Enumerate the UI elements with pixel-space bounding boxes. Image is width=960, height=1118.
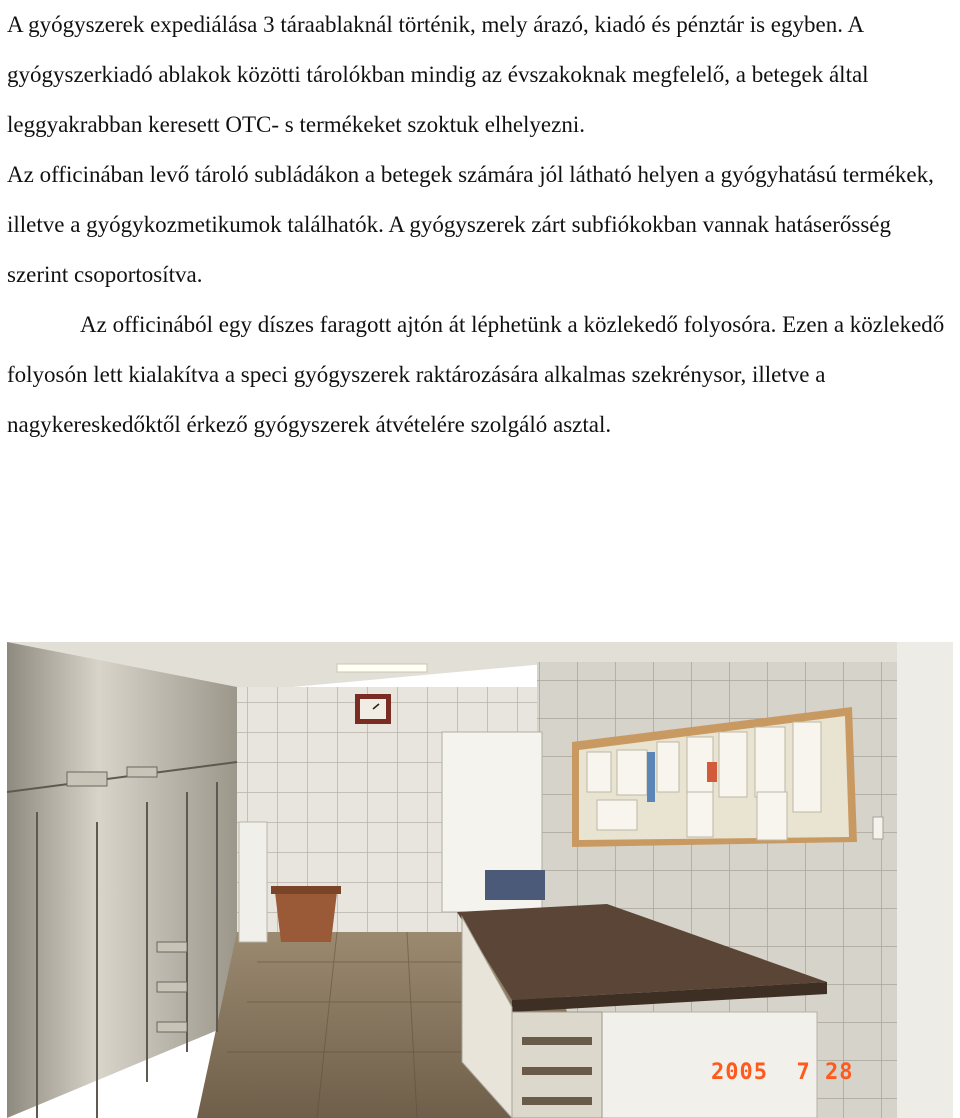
paragraph-1: A gyógyszerek expediálása 3 táraablaknál történik, mely árazó, kiadó és pénztár is egyben. A gyógyszerkiadó ablakok közötti tárolókban mindig az évszakoknak megfelelő, a betegek által leggyakrabban keresett OTC- s termékeket szoktuk elhelyezni.: [7, 12, 869, 137]
ceiling-light: [337, 664, 427, 672]
paragraph-3: Az officinából egy díszes faragott ajtón át léphetünk a közlekedő folyosóra. Ezen a közlekedő folyosón lett kialakítva a speci gyógyszerek raktározására alkalmas szekrénysor, illetve a nagykereskedőktől érkező gyógyszerek átvételére szolgáló asztal.: [7, 312, 945, 437]
date-stamp: 2005 7 28: [711, 1060, 854, 1085]
paragraph-2: Az officinában levő tároló subládákon a betegek számára jól látható helyen a gyógyhatású termékek, illetve a gyógykozmetikumok találhatók. A gyógyszerek zárt subfiókokban vannak hatáserősség szerint csoportosítva.: [7, 162, 934, 287]
wall-clock: [355, 694, 391, 724]
corridor-photo: [7, 642, 953, 1118]
document-text: [7, 0, 957, 450]
